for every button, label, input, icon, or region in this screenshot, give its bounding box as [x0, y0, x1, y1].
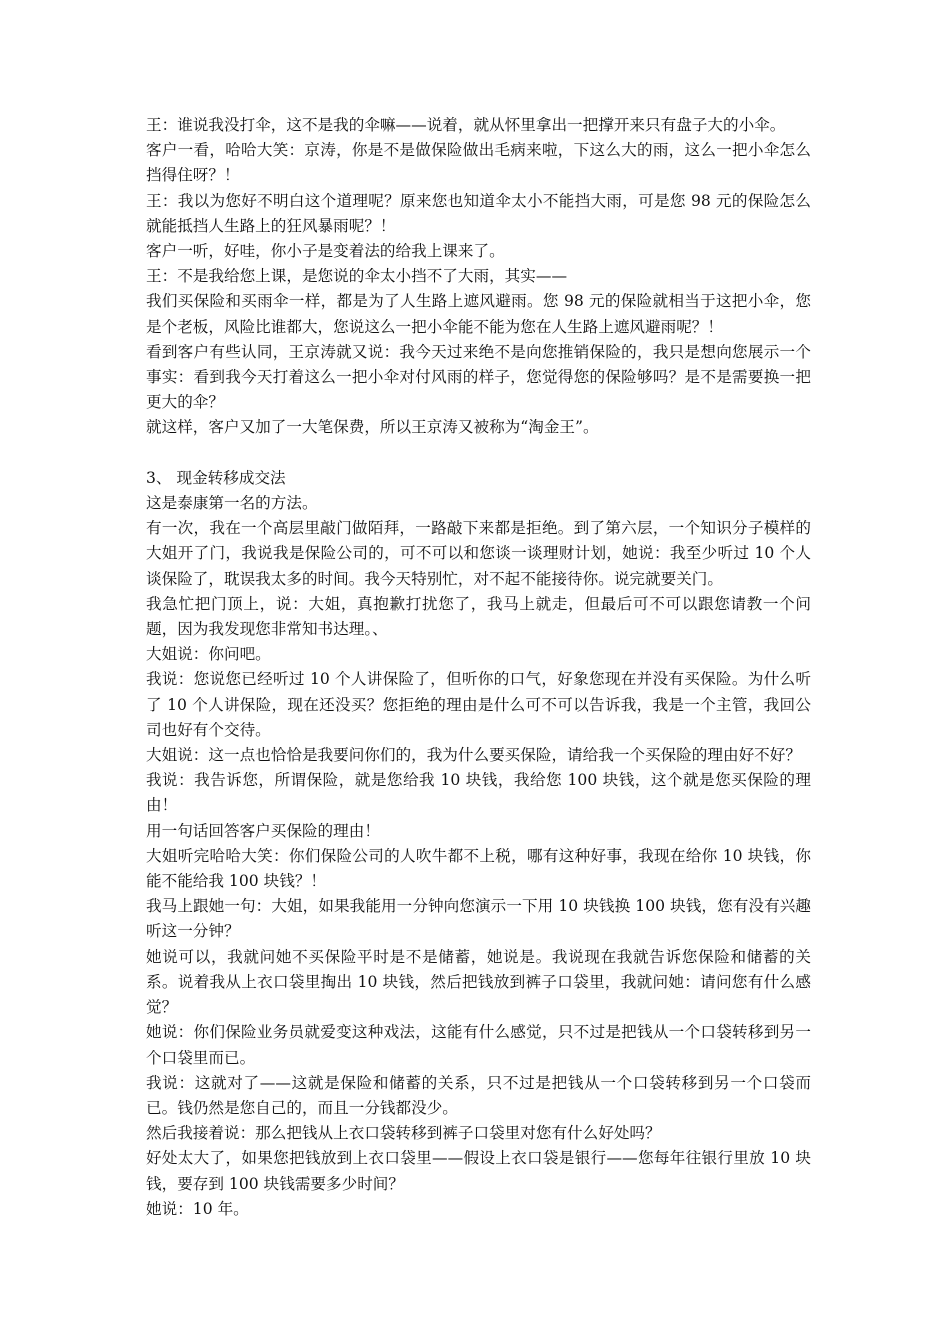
section-paragraph: 好处太大了，如果您把钱放到上衣口袋里——假设上衣口袋是银行——您每年往银行里放 10 块钱，要存到 100 块钱需要多少时间？	[146, 1149, 811, 1193]
document-page	[146, 113, 811, 1222]
dialogue-paragraph: 王：我以为您好不明白这个道理呢？原来您也知道伞太小不能挡大雨，可是您 98 元的保险怎么就能抵挡人生路上的狂风暴雨呢？！	[146, 191, 811, 235]
section-paragraph: 她说：你们保险业务员就爱变这种戏法，这能有什么感觉，只不过是把钱从一个口袋转移到另一个口袋里而已。	[146, 1023, 811, 1067]
section-paragraph: 然后我接着说：那么把钱从上衣口袋转移到裤子口袋里对您有什么好处吗？	[146, 1124, 661, 1143]
section-paragraph: 大姐说：这一点也恰恰是我要问你们的，我为什么要买保险，请给我一个买保险的理由好不好？	[146, 746, 801, 765]
section-paragraph: 我说：这就对了——这就是保险和储蓄的关系，只不过是把钱从一个口袋转移到另一个口袋而已。钱仍然是您自己的，而且一分钱都没少。	[146, 1073, 811, 1117]
section-paragraph: 大姐听完哈哈大笑：你们保险公司的人吹牛都不上税，哪有这种好事，我现在给你 10 块钱，你能不能给我 100 块钱？！	[146, 846, 811, 891]
section-paragraph: 大姐说：你问吧。	[146, 645, 271, 664]
dialogue-paragraph: 王：谁说我没打伞，这不是我的伞嘛——说着，就从怀里拿出一把撑开来只有盘子大的小伞。	[146, 116, 786, 134]
section-paragraph: 有一次，我在一个高层里敲门做陌拜，一路敲下来都是拒绝。到了第六层，一个知识分子模样的大姐开了门，我说我是保险公司的，可不可以和您谈一谈理财计划，她说：我至少听过 10 个人谈保险了，耽误我太多的时间。我今天特别忙，对不起不能接待你。说完就要关门。	[146, 519, 811, 588]
dialogue-paragraph: 客户一看，哈哈大笑：京涛，你是不是做保险做出毛病来啦，下这么大的雨，这么一把小伞怎么挡得住呀？！	[146, 141, 811, 185]
section-paragraph: 我说：您说您已经听过 10 个人讲保险了，但听你的口气，好象您现在并没有买保险。为什么听了 10 个人讲保险，现在还没买？您拒绝的理由是什么可不可以告诉我，我是一个主管，我回公司也好有个交待。	[146, 670, 811, 739]
section-paragraph: 我急忙把门顶上，说：大姐，真抱歉打扰您了，我马上就走，但最后可不可以跟您请教一个问题，因为我发现您非常知书达理。、	[146, 594, 811, 639]
section-paragraph: 我马上跟她一句：大姐，如果我能用一分钟向您演示一下用 10 块钱换 100 块钱，您有没有兴趣听这一分钟？	[146, 897, 811, 941]
dialogue-paragraph: 客户一听，好哇，你小子是变着法的给我上课来了。	[146, 242, 505, 261]
section-paragraph: 她说：10 年。	[146, 1199, 249, 1218]
section-paragraph: 这是泰康第一名的方法。	[146, 494, 318, 513]
section-paragraph: 用一句话回答客户买保险的理由！	[146, 821, 380, 840]
section-paragraph: 她说可以，我就问她不买保险平时是不是储蓄，她说是。我说现在我就告诉您保险和储蓄的关系。说着我从上衣口袋里掏出 10 块钱，然后把钱放到裤子口袋里，我就问她：请问您有什么感觉？	[146, 947, 811, 1017]
section-paragraph: 我说：我告诉您，所谓保险，就是您给我 10 块钱，我给您 100 块钱，这个就是您买保险的理由！	[146, 771, 811, 815]
dialogue-paragraph: 就这样，客户又加了一大笔保费，所以王京涛又被称为“淘金王”。	[146, 418, 599, 437]
blank-line	[146, 441, 811, 466]
dialogue-paragraph: 王：不是我给您上课，是您说的伞太小挡不了大雨，其实——	[146, 267, 568, 286]
dialogue-paragraph: 看到客户有些认同，王京涛就又说：我今天过来绝不是向您推销保险的，我只是想向您展示一个事实：看到我今天打着这么一把小伞对付风雨的样子，您觉得您的保险够吗？是不是需要换一把更大的伞？	[146, 342, 811, 412]
section-title: 3、 现金转移成交法	[146, 468, 286, 487]
dialogue-paragraph: 我们买保险和买雨伞一样，都是为了人生路上遮风避雨。您 98 元的保险就相当于这把小伞，您是个老板，风险比谁都大，您说这么一把小伞能不能为您在人生路上遮风避雨呢？！	[146, 292, 811, 336]
